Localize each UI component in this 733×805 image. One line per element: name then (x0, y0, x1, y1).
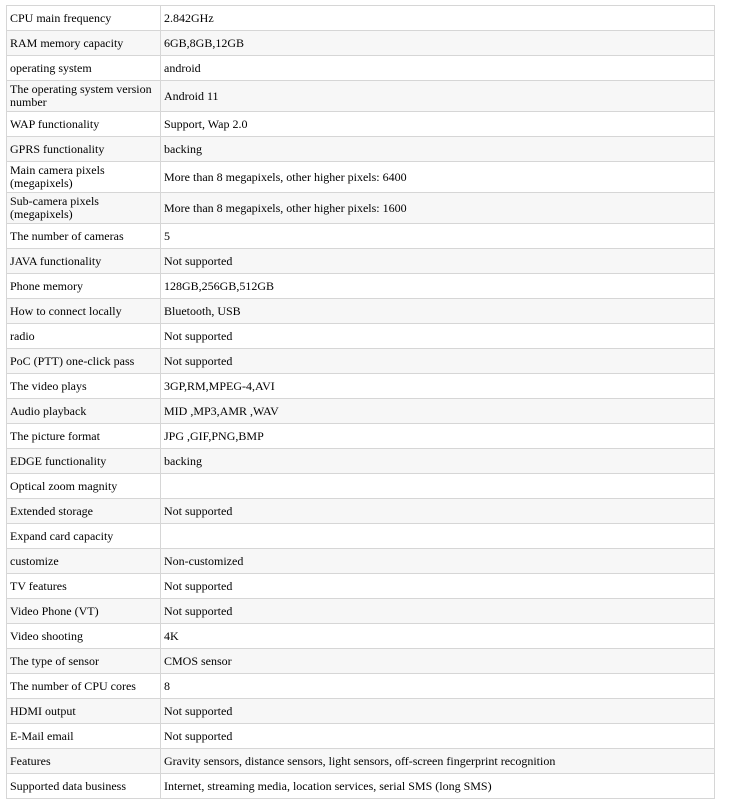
spec-value: Non-customized (161, 549, 715, 574)
spec-value: Bluetooth, USB (161, 299, 715, 324)
table-row (7, 474, 715, 499)
spec-value: Not supported (161, 599, 715, 624)
spec-value: Not supported (161, 349, 715, 374)
spec-value: Not supported (161, 249, 715, 274)
table-row (7, 699, 715, 724)
table-row (7, 724, 715, 749)
spec-label: JAVA functionality (7, 249, 161, 274)
table-row (7, 6, 715, 31)
table-row (7, 774, 715, 799)
spec-value: Not supported (161, 574, 715, 599)
table-row (7, 424, 715, 449)
table-row (7, 549, 715, 574)
spec-label: Optical zoom magnity (7, 474, 161, 499)
spec-value: Android 11 (161, 81, 715, 112)
spec-label: GPRS functionality (7, 137, 161, 162)
spec-label: Features (7, 749, 161, 774)
spec-label: Sub-camera pixels (megapixels) (7, 193, 161, 224)
spec-value: 8 (161, 674, 715, 699)
table-row (7, 599, 715, 624)
table-row (7, 574, 715, 599)
spec-value: 2.842GHz (161, 6, 715, 31)
table-row (7, 524, 715, 549)
spec-label: The number of CPU cores (7, 674, 161, 699)
spec-value: 3GP,RM,MPEG-4,AVI (161, 374, 715, 399)
spec-value: 5 (161, 224, 715, 249)
spec-value: Not supported (161, 699, 715, 724)
table-row (7, 399, 715, 424)
spec-value: Support, Wap 2.0 (161, 112, 715, 137)
spec-label: RAM memory capacity (7, 31, 161, 56)
spec-label: Supported data business (7, 774, 161, 799)
spec-label: The picture format (7, 424, 161, 449)
table-row (7, 449, 715, 474)
spec-value: 4K (161, 624, 715, 649)
table-row (7, 193, 715, 224)
spec-label: customize (7, 549, 161, 574)
spec-value: Not supported (161, 499, 715, 524)
table-row (7, 649, 715, 674)
table-row (7, 674, 715, 699)
spec-label: EDGE functionality (7, 449, 161, 474)
spec-value: CMOS sensor (161, 649, 715, 674)
table-row (7, 162, 715, 193)
spec-table-body (7, 6, 715, 799)
table-row (7, 31, 715, 56)
spec-value: android (161, 56, 715, 81)
table-row (7, 274, 715, 299)
spec-value: 6GB,8GB,12GB (161, 31, 715, 56)
spec-value: 128GB,256GB,512GB (161, 274, 715, 299)
table-row (7, 749, 715, 774)
spec-table (6, 5, 715, 799)
spec-label: PoC (PTT) one-click pass (7, 349, 161, 374)
table-row (7, 299, 715, 324)
spec-value: More than 8 megapixels, other higher pixels: 6400 (161, 162, 715, 193)
spec-value: JPG ,GIF,PNG,BMP (161, 424, 715, 449)
spec-label: WAP functionality (7, 112, 161, 137)
spec-label: TV features (7, 574, 161, 599)
table-row (7, 137, 715, 162)
spec-label: CPU main frequency (7, 6, 161, 31)
spec-value: Gravity sensors, distance sensors, light sensors, off-screen fingerprint recognition (161, 749, 715, 774)
spec-label: HDMI output (7, 699, 161, 724)
spec-value (161, 474, 715, 499)
spec-label: Audio playback (7, 399, 161, 424)
spec-value: backing (161, 449, 715, 474)
spec-label: Main camera pixels (megapixels) (7, 162, 161, 193)
spec-value: Not supported (161, 724, 715, 749)
table-row (7, 81, 715, 112)
spec-label: radio (7, 324, 161, 349)
spec-label: The video plays (7, 374, 161, 399)
table-row (7, 112, 715, 137)
spec-label: Phone memory (7, 274, 161, 299)
spec-label: The number of cameras (7, 224, 161, 249)
spec-value (161, 524, 715, 549)
spec-value: More than 8 megapixels, other higher pixels: 1600 (161, 193, 715, 224)
spec-value: Internet, streaming media, location services, serial SMS (long SMS) (161, 774, 715, 799)
table-row (7, 249, 715, 274)
spec-label: The type of sensor (7, 649, 161, 674)
spec-label: operating system (7, 56, 161, 81)
table-row (7, 499, 715, 524)
spec-label: E-Mail email (7, 724, 161, 749)
spec-label: Video Phone (VT) (7, 599, 161, 624)
spec-value: MID ,MP3,AMR ,WAV (161, 399, 715, 424)
spec-value: Not supported (161, 324, 715, 349)
table-row (7, 324, 715, 349)
table-row (7, 374, 715, 399)
spec-label: The operating system version number (7, 81, 161, 112)
table-row (7, 624, 715, 649)
spec-label: Expand card capacity (7, 524, 161, 549)
spec-label: Video shooting (7, 624, 161, 649)
spec-label: Extended storage (7, 499, 161, 524)
table-row (7, 56, 715, 81)
table-row (7, 349, 715, 374)
spec-label: How to connect locally (7, 299, 161, 324)
table-row (7, 224, 715, 249)
spec-value: backing (161, 137, 715, 162)
